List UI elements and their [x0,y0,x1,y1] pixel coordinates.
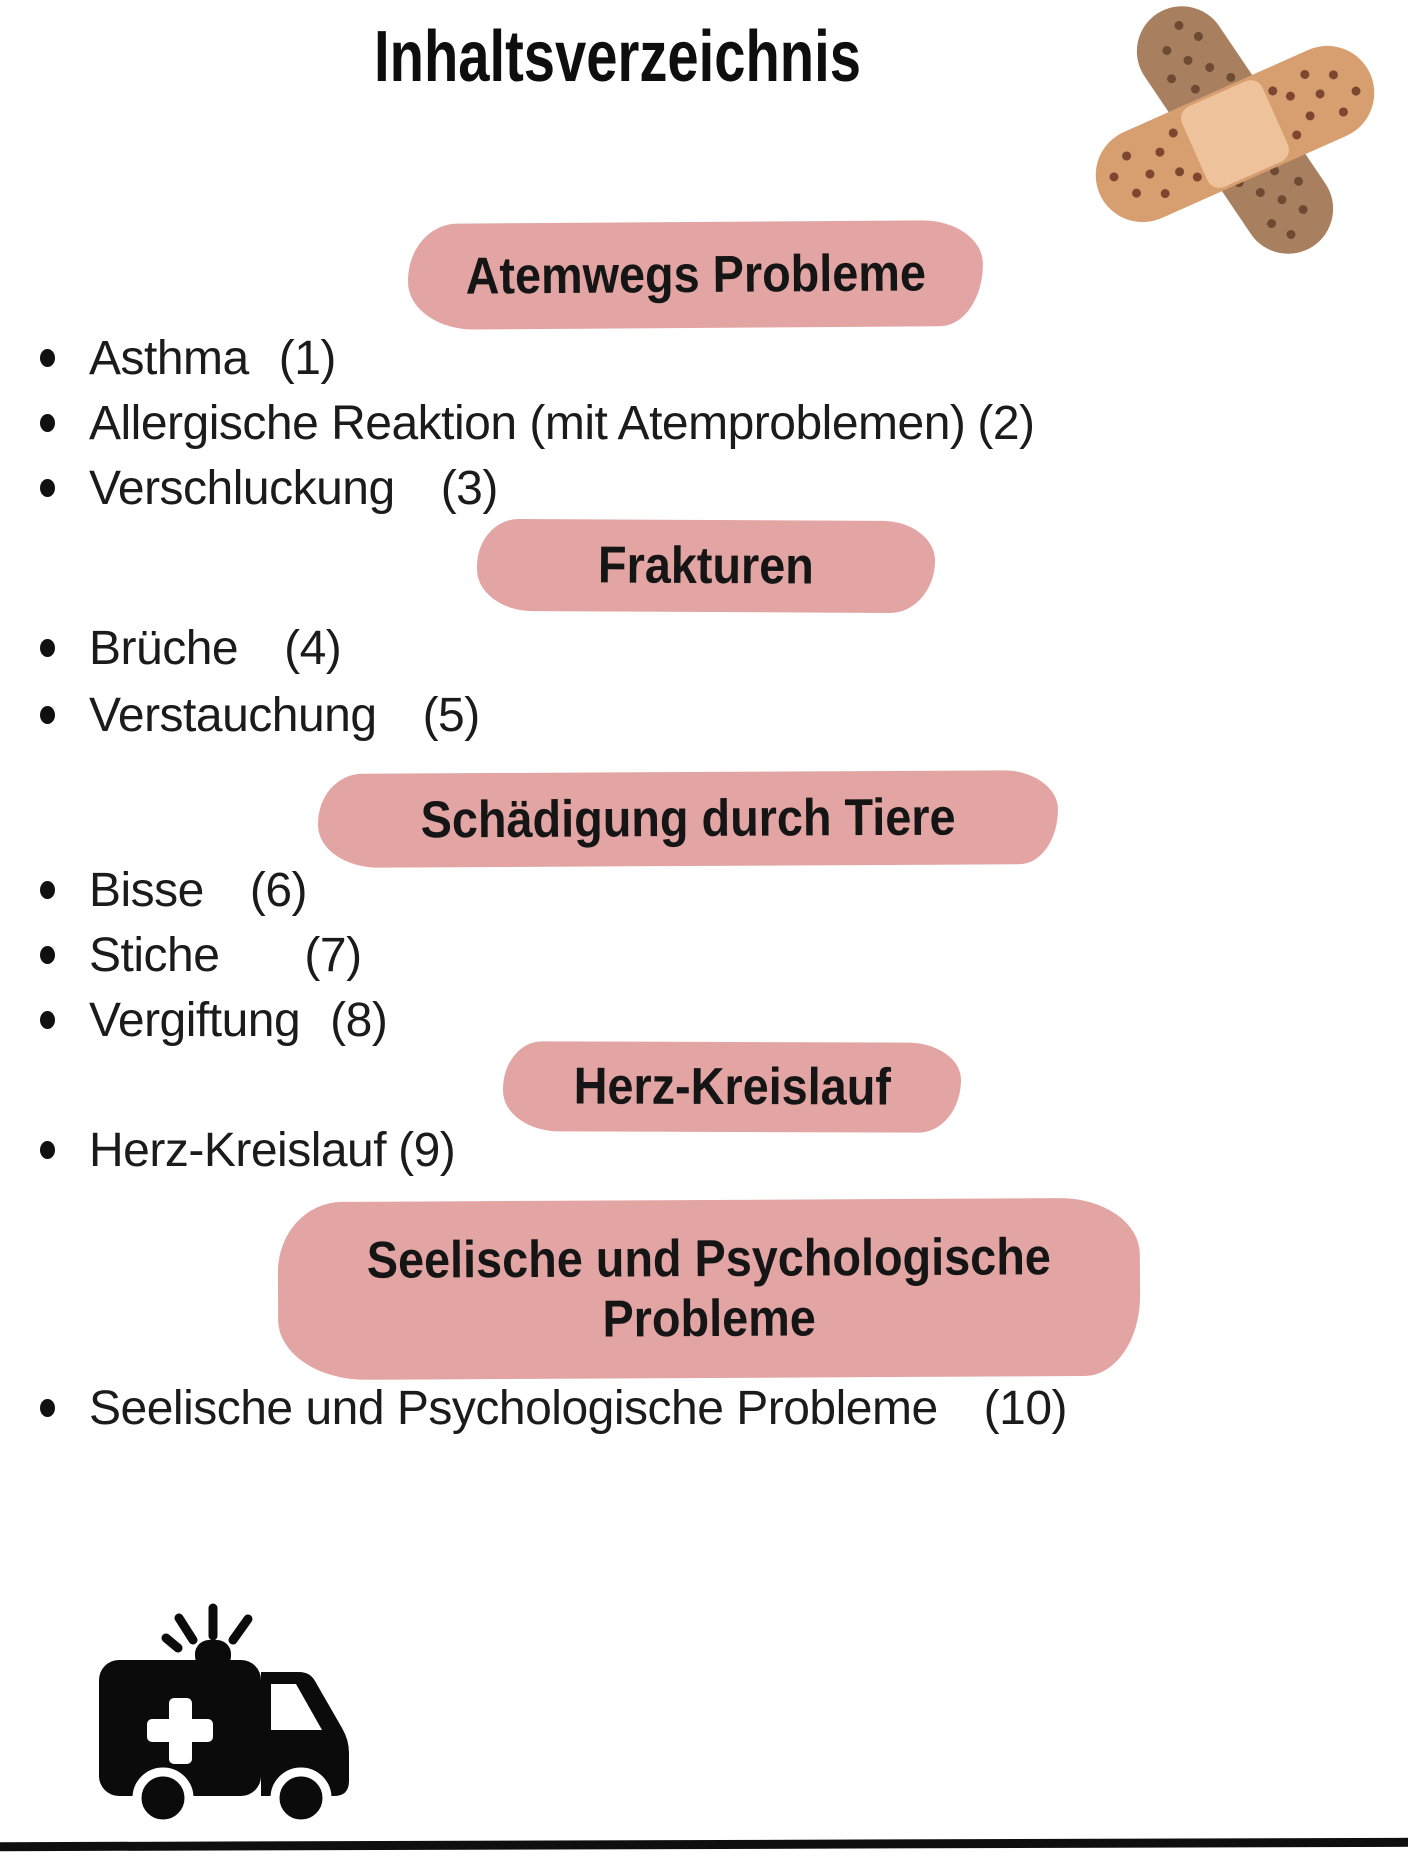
toc-item-label: Vergiftung [89,993,301,1047]
bullet-icon [40,414,55,432]
toc-item [40,454,498,522]
section-heading-highlight [318,770,1058,868]
toc-item-page: (8) [330,993,388,1047]
toc-item-page: (7) [304,928,362,982]
toc-item-label: Asthma [89,331,249,385]
toc-item [40,681,480,749]
toc-item-label: Stiche [89,928,220,982]
bullet-icon [40,946,55,964]
toc-item-page: (10) [983,1381,1068,1435]
toc-item-page: (3) [440,461,498,515]
toc-item-page: (4) [284,621,342,675]
toc-item-label: Allergische Reaktion (mit Atemproblemen) [89,396,966,450]
toc-item-page: (1) [278,331,336,385]
toc-item [40,856,307,924]
bullet-icon [40,1141,55,1159]
section-heading: Schädigung durch Tiere [420,788,956,850]
toc-item-label: Herz-Kreislauf [89,1123,387,1177]
bullet-icon [40,706,55,724]
section-heading: Frakturen [597,536,815,596]
ambulance-icon [80,1602,360,1842]
toc-item-label: Seelische und Psychologische Probleme [89,1381,938,1435]
bullet-icon [40,1399,55,1417]
page-title: Inhaltsverzeichnis [374,17,861,97]
toc-item [40,921,362,989]
section-heading-highlight [408,220,984,330]
section-heading-highlight [503,1041,961,1133]
toc-item-label: Verstauchung [89,688,377,742]
section-heading-highlight [278,1198,1141,1381]
bandage-icon [1085,2,1385,262]
toc-item [40,614,341,682]
bullet-icon [40,881,55,899]
section-heading-highlight [477,519,935,613]
bullet-icon [40,349,55,367]
toc-item [40,1116,455,1184]
toc-item-page: (5) [422,688,480,742]
toc-item-label: Verschluckung [89,461,395,515]
toc-item [40,324,336,392]
section-heading: Atemwegs Probleme [465,244,926,306]
toc-item [40,986,387,1054]
bullet-icon [40,639,55,657]
toc-item [40,1374,1067,1442]
toc-item-page: (6) [249,863,308,917]
section-heading: Herz-Kreislauf [573,1057,891,1117]
toc-item-label: Brüche [89,621,239,675]
toc-item-page: (9) [398,1123,456,1177]
toc-item-page: (2) [977,396,1035,450]
toc-item-label: Bisse [89,863,204,917]
section-heading: Seelische und Psychologische Probleme [366,1227,1052,1349]
bullet-icon [40,479,55,497]
bullet-icon [40,1011,55,1029]
toc-item [40,389,1035,457]
